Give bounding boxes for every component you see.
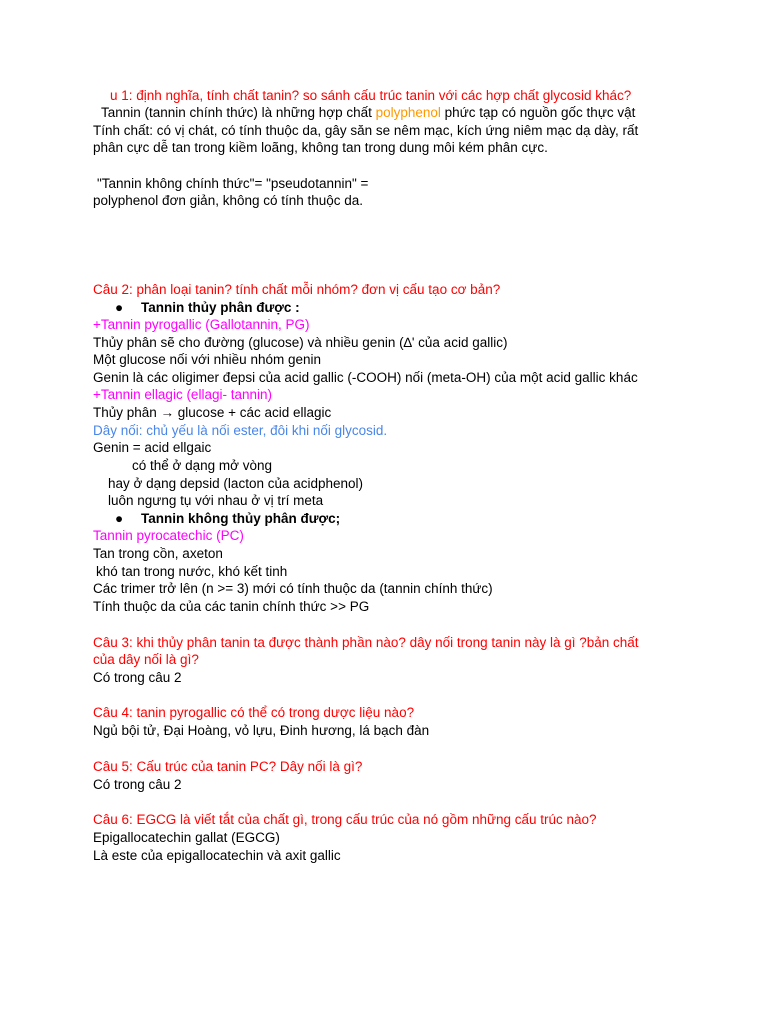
q2-title: Câu 2: phân loại tanin? tính chất mỗi nhóm? đơn vị cấu tạo cơ bản? [93, 282, 501, 297]
bullet-icon: ● [115, 511, 124, 526]
q2-heading-nonhydrolyzable [115, 510, 340, 527]
q2-pyrogallic-line-2: Một glucose nối với nhiều nhóm genin [93, 352, 321, 367]
q2-pyrocatechic-title: Tannin pyrocatechic (PC) [93, 528, 244, 543]
bullet-icon: ● [115, 300, 124, 315]
q2-ellagic-line-5: luôn ngưng tụ với nhau ở vị trí meta [108, 493, 324, 508]
q6-title: Câu 6: EGCG là viết tắt của chất gì, trong cấu trúc của nó gồm những cấu trúc nào? [93, 812, 597, 827]
q1-pseudotannin-line-1: "Tannin không chính thức"= "pseudotannin" = [97, 176, 369, 191]
q3-title-line-1: Câu 3: khi thủy phân tanin ta được thành phần nào? dây nối trong tanin này là gì ?bản chất [93, 635, 639, 650]
q4-title: Câu 4: tanin pyrogallic có thể có trong dược liệu nào? [93, 705, 415, 720]
q1-definition-end: phức tạp có nguồn gốc thực vật [440, 105, 636, 120]
q2-pyrocatechic-line-1: Tan trong cồn, axeton [93, 546, 223, 561]
q2-pyrogallic-line-1: Thủy phân sẽ cho đường (glucose) và nhiều genin (∆' của acid gallic) [93, 335, 508, 350]
q1-property-line-1: Tính chất: có vị chát, có tính thuộc da, gây săn se nêm mạc, kích ứng niêm mạc dạ dày, rất [93, 123, 639, 138]
q1-title: u 1: định nghĩa, tính chất tanin? so sánh cấu trúc tanin với các hợp chất glycosid khác? [110, 88, 632, 103]
q2-pyrocatechic-line-4: Tính thuộc da của các tanin chính thức >> PG [93, 599, 370, 614]
q2-pyrocatechic-line-3: Các trimer trở lên (n >= 3) mới có tính thuộc da (tannin chính thức) [93, 581, 493, 596]
q2-heading-hydrolyzable-text: Tannin thủy phân được : [141, 300, 300, 315]
q1-pseudotannin-line-2: polyphenol đơn giản, không có tính thuộc da. [93, 193, 364, 208]
q2-ellagic-line-2: Genin = acid ellgaic [93, 440, 212, 455]
q2-pyrocatechic-line-2: khó tan trong nước, khó kết tinh [96, 564, 288, 579]
q6-answer-line-2: Là este của epigallocatechin và axit gallic [93, 848, 341, 863]
q2-pyrogallic-line-3: Genin là các oligimer đepsi của acid gallic (-COOH) nối (meta-OH) của một acid gallic khác [93, 370, 638, 385]
q2-heading-hydrolyzable [115, 299, 300, 316]
q2-pyrogallic-title: +Tannin pyrogallic (Gallotannin, PG) [93, 317, 310, 332]
q1-definition [101, 104, 635, 121]
q5-title: Câu 5: Cấu trúc của tanin PC? Dây nối là gì? [93, 759, 363, 774]
q3-title-line-2: của dây nối là gì? [93, 652, 199, 667]
q2-ellagic-line-1: Thủy phân → glucose + các acid ellagic [93, 405, 332, 420]
q1-definition-highlight: polyphenol [375, 105, 441, 120]
q2-ellagic-line-3: có thể ở dạng mở vòng [132, 458, 273, 473]
q4-answer: Ngủ bội tử, Đại Hoàng, vỏ lựu, Đinh hương, lá bạch đàn [93, 723, 430, 738]
q2-ellagic-bond: Dây nối: chủ yếu là nối ester, đôi khi nối glycosid. [93, 423, 388, 438]
q2-ellagic-line-4: hay ở dạng depsid (lacton của acidphenol) [108, 476, 364, 491]
q3-answer: Có trong câu 2 [93, 670, 182, 685]
q1-definition-start: Tannin (tannin chính thức) là những hợp chất [101, 105, 376, 120]
q2-ellagic-title: +Tannin ellagic (ellagi- tannin) [93, 387, 272, 402]
q2-heading-nonhydrolyzable-text: Tannin không thủy phân được; [141, 511, 341, 526]
q6-answer-line-1: Epigallocatechin gallat (EGCG) [93, 830, 280, 845]
q1-property-line-2: phân cực dễ tan trong kiềm loãng, không tan trong dung môi kém phân cực. [93, 140, 548, 155]
q5-answer: Có trong câu 2 [93, 777, 182, 792]
